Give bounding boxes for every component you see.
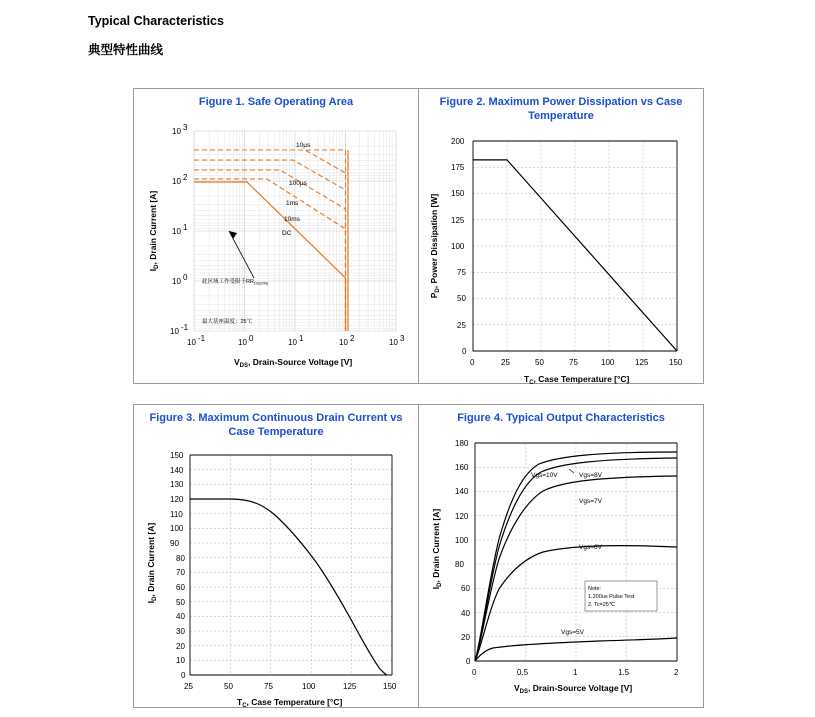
figure-2-y-axis-title: $P_D$, Power Dissipation [W] (429, 193, 441, 299)
svg-text:1.200us Pulse Test: 1.200us Pulse Test (588, 594, 635, 600)
svg-text:10: 10 (172, 127, 181, 136)
svg-text:3: 3 (400, 334, 405, 343)
annotation-case-temp: 最大基座温度：25℃ (202, 319, 253, 325)
svg-text:75: 75 (457, 268, 466, 277)
svg-text:100: 100 (302, 682, 316, 691)
figure-4-y-axis-title: $I_D$, Drain Current [A] (431, 508, 443, 590)
page-title: Typical Characteristics (88, 14, 224, 28)
figure-3-body (134, 443, 418, 711)
svg-text:20: 20 (176, 642, 185, 651)
figure-4-note-box (585, 581, 657, 611)
svg-text:50: 50 (535, 358, 544, 367)
svg-text:140: 140 (455, 487, 469, 496)
svg-text:10: 10 (170, 327, 179, 336)
page-subtitle: 典型特性曲线 (88, 43, 164, 57)
svg-text:100: 100 (170, 524, 184, 533)
svg-text:3: 3 (183, 123, 188, 132)
svg-text:100: 100 (451, 242, 465, 251)
svg-text:80: 80 (176, 554, 185, 563)
figure-2-body (419, 127, 703, 389)
svg-text:0: 0 (462, 347, 467, 356)
svg-text:40: 40 (461, 609, 470, 618)
svg-text:-1: -1 (181, 323, 189, 332)
svg-text:2: 2 (674, 668, 679, 677)
svg-text:125: 125 (343, 682, 357, 691)
svg-text:2: 2 (350, 334, 355, 343)
svg-text:20: 20 (461, 633, 470, 642)
svg-text:1: 1 (573, 668, 578, 677)
figure-2-panel (418, 88, 704, 384)
svg-text:90: 90 (170, 539, 179, 548)
svg-text:110: 110 (170, 510, 183, 519)
svg-text:150: 150 (170, 451, 184, 460)
figure-1-chart (134, 113, 418, 385)
svg-text:200: 200 (451, 137, 465, 146)
figure-1-y-ticks (170, 123, 189, 336)
figure-4-panel (418, 404, 704, 708)
svg-text:10: 10 (172, 177, 181, 186)
svg-text:70: 70 (176, 568, 185, 577)
svg-text:25: 25 (501, 358, 510, 367)
svg-text:75: 75 (569, 358, 578, 367)
svg-text:0: 0 (183, 273, 188, 282)
svg-text:2. Tc=25℃: 2. Tc=25℃ (588, 602, 616, 608)
annotation-10us: 10µs (296, 142, 311, 149)
svg-text:80: 80 (455, 560, 464, 569)
svg-text:10: 10 (176, 656, 185, 665)
svg-text:150: 150 (669, 358, 683, 367)
svg-text:10: 10 (172, 277, 181, 286)
svg-text:Note:: Note: (588, 586, 602, 592)
svg-text:120: 120 (170, 495, 184, 504)
svg-text:125: 125 (451, 216, 465, 225)
series-label-vgs7: Vgs=7V (579, 498, 602, 505)
svg-text:10: 10 (187, 338, 196, 347)
svg-text:60: 60 (461, 584, 470, 593)
svg-text:175: 175 (451, 163, 465, 172)
figure-2-x-axis-title: $T_C$, Case Temperature [°C] (524, 374, 630, 386)
figure-3-y-axis-title: $I_D$, Drain Current [A] (146, 522, 158, 604)
annotation-10ms: 10ms (284, 216, 300, 223)
figure-2-x-ticks (470, 358, 683, 367)
svg-text:2: 2 (183, 173, 188, 182)
figure-1-body (134, 113, 418, 385)
svg-text:160: 160 (455, 463, 469, 472)
svg-text:1: 1 (299, 334, 304, 343)
figure-3-x-ticks (184, 682, 397, 691)
annotation-dc: DC (282, 230, 292, 237)
annotation-1ms: 1ms (286, 200, 299, 207)
svg-text:0: 0 (472, 668, 477, 677)
figure-1-x-ticks (187, 334, 405, 347)
figure-4-x-ticks (472, 668, 679, 677)
figure-4-x-axis-title: $V_{DS}$, Drain-Source Voltage [V] (514, 683, 633, 695)
figure-3-title: Figure 3. Maximum Continuous Drain Current vs Case Temperature (149, 412, 403, 438)
svg-text:125: 125 (635, 358, 649, 367)
figure-4-body (419, 429, 703, 697)
svg-text:0: 0 (470, 358, 475, 367)
figure-1-x-axis-title: $V_{DS}$, Drain-Source Voltage [V] (234, 357, 353, 369)
series-label-vgs8: Vgs=8V (579, 472, 602, 479)
figure-1-y-axis-title: $I_D$, Drain Current [A] (148, 190, 160, 272)
svg-text:50: 50 (457, 294, 466, 303)
annotation-100us: 100µs (289, 180, 307, 187)
svg-text:0.5: 0.5 (517, 668, 529, 677)
figure-4-chart (419, 429, 703, 697)
figure-2-chart (419, 127, 703, 389)
svg-text:140: 140 (170, 466, 184, 475)
svg-text:100: 100 (601, 358, 615, 367)
svg-text:120: 120 (455, 512, 469, 521)
svg-text:1.5: 1.5 (618, 668, 630, 677)
svg-text:50: 50 (224, 682, 233, 691)
svg-text:0: 0 (249, 334, 254, 343)
svg-text:1: 1 (183, 223, 188, 232)
svg-text:150: 150 (383, 682, 397, 691)
series-label-vgs5: Vgs=5V (561, 629, 584, 636)
svg-text:25: 25 (457, 321, 466, 330)
svg-text:75: 75 (264, 682, 273, 691)
svg-text:-1: -1 (198, 334, 206, 343)
figure-1-title: Figure 1. Safe Operating Area (198, 96, 354, 108)
svg-text:40: 40 (176, 612, 185, 621)
svg-text:50: 50 (176, 598, 185, 607)
annotation-rdson-note: 此区域工作受限于$RR_{DS(ON)}$ (202, 279, 269, 286)
figure-3-chart (134, 443, 418, 711)
figure-3-panel (133, 404, 419, 708)
svg-text:0: 0 (466, 657, 471, 666)
svg-text:100: 100 (455, 536, 469, 545)
svg-text:30: 30 (176, 627, 185, 636)
svg-text:0: 0 (181, 671, 186, 680)
svg-text:180: 180 (455, 439, 469, 448)
series-label-vgs6: Vgs=6V (579, 544, 602, 551)
figure-4-y-ticks (455, 439, 471, 666)
svg-text:25: 25 (184, 682, 193, 691)
series-label-vgs10: Vgs=10V (531, 472, 558, 479)
svg-text:150: 150 (451, 189, 465, 198)
svg-text:10: 10 (238, 338, 247, 347)
svg-text:60: 60 (176, 583, 185, 592)
svg-text:10: 10 (172, 227, 181, 236)
svg-text:10: 10 (288, 338, 297, 347)
figure-4-title: Figure 4. Typical Output Characteristics (457, 412, 665, 424)
figure-1-panel (133, 88, 419, 384)
figure-3-y-ticks (170, 451, 186, 680)
figure-3-x-axis-title: $T_C$, Case Temperature [°C] (237, 697, 343, 709)
svg-text:10: 10 (389, 338, 398, 347)
svg-text:130: 130 (170, 480, 184, 489)
figure-2-title: Figure 2. Maximum Power Dissipation vs Case Temperature (439, 96, 683, 122)
svg-text:10: 10 (339, 338, 348, 347)
figure-2-y-ticks (451, 137, 467, 356)
